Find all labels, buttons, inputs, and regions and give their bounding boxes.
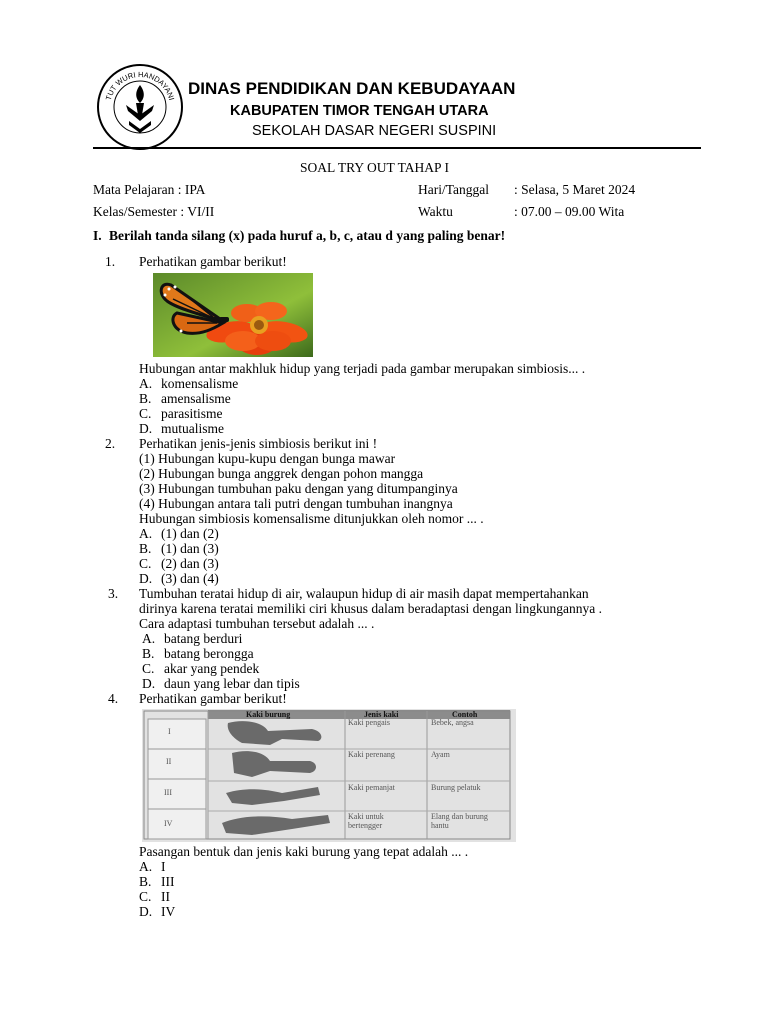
question-1-text: Hubungan antar makhluk hidup yang terjadi pada gambar merupakan simbiosis... . [139,361,586,376]
q4-option-a[interactable] [139,859,166,875]
option-letter: C. [139,556,152,571]
time-label: Waktu [418,204,453,219]
question-4-text: Pasangan bentuk dan jenis kaki burung yang tepat adalah ... . [139,844,469,859]
date-value: : Selasa, 5 Maret 2024 [514,182,636,197]
option-text: amensalisme [161,391,231,406]
class-label: Kelas/Semester : VI/II [93,204,215,219]
question-2-item: (1) Hubungan kupu-kupu dengan bunga mawar [139,451,396,466]
school-logo [96,63,184,151]
butterfly-flower-image [153,273,313,357]
table-header: Jenis kaki [364,710,399,719]
table-row-number: I [168,727,171,736]
option-text: (2) dan (3) [161,556,219,571]
table-row-number: IV [164,819,173,828]
option-letter: B. [139,874,152,889]
table-cell-contoh: Burung pelatuk [431,783,481,792]
table-cell-contoh: Bebek, angsa [431,718,474,727]
table-row-number: II [166,757,172,766]
question-2-number: 2. [105,436,116,451]
tut-wuri-logo-icon [96,63,184,151]
option-letter: A. [142,631,156,646]
option-letter: B. [142,646,155,661]
table-cell-jenis: Kaki pemanjat [348,783,395,792]
q4-option-b[interactable] [139,874,175,890]
section-instruction [93,228,505,244]
option-letter: D. [139,904,153,919]
section-number: I. [93,228,102,243]
question-2-item: (4) Hubungan antara tali putri dengan tumbuhan inangnya [139,496,453,511]
header-divider [93,147,701,149]
option-text: III [161,874,175,889]
q3-option-b[interactable] [142,646,254,662]
time-value: : 07.00 – 09.00 Wita [514,204,625,219]
table-row-number: III [164,788,172,797]
table-cell-contoh: Ayam [431,750,450,759]
q1-option-d[interactable] [139,421,224,437]
option-text: daun yang lebar dan tipis [164,676,300,691]
option-letter: A. [139,526,153,541]
q2-option-b[interactable] [139,541,219,557]
option-letter: C. [139,406,152,421]
option-letter: B. [139,391,152,406]
bird-feet-table [142,709,516,842]
table-cell-jenis: Kaki perenang [348,750,395,759]
q4-option-c[interactable] [139,889,170,905]
header-agency: DINAS PENDIDIKAN DAN KEBUDAYAAN [188,79,516,98]
question-1-number: 1. [105,254,116,269]
subject-label: Mata Pelajaran : IPA [93,182,206,197]
question-2-item: (3) Hubungan tumbuhan paku dengan yang ditumpanginya [139,481,458,496]
option-letter: D. [139,421,153,436]
option-text: (3) dan (4) [161,571,219,586]
question-3-line: Cara adaptasi tumbuhan tersebut adalah ... . [139,616,375,631]
question-2-prompt: Perhatikan jenis-jenis simbiosis berikut ini ! [139,436,378,451]
question-2-item: (2) Hubungan bunga anggrek dengan pohon mangga [139,466,424,481]
question-3-number: 3. [108,586,119,601]
option-letter: A. [139,859,153,874]
option-text: mutualisme [161,421,224,436]
logo-text: TUT WURI HANDAYANI [103,69,177,102]
date-label: Hari/Tanggal [418,182,490,197]
q2-option-d[interactable] [139,571,219,587]
option-letter: D. [142,676,156,691]
q3-option-d[interactable] [142,676,300,692]
q2-option-a[interactable] [139,526,219,542]
question-4-prompt: Perhatikan gambar berikut! [139,691,287,706]
exam-title: SOAL TRY OUT TAHAP I [300,160,449,175]
option-letter: C. [142,661,155,676]
q4-option-d[interactable] [139,904,175,920]
option-letter: A. [139,376,153,391]
option-text: IV [161,904,176,919]
table-cell-jenis: Kaki untuk bertengger [348,812,384,830]
option-text: komensalisme [161,376,239,391]
table-header: Kaki burung [246,710,291,719]
header-school: SEKOLAH DASAR NEGERI SUSPINI [252,123,497,139]
q1-option-b[interactable] [139,391,231,407]
q3-option-a[interactable] [142,631,242,647]
option-letter: B. [139,541,152,556]
q1-option-a[interactable] [139,376,238,392]
q2-option-c[interactable] [139,556,219,572]
question-1-prompt: Perhatikan gambar berikut! [139,254,287,269]
table-header: Contoh [452,710,478,719]
question-3-line: Tumbuhan teratai hidup di air, walaupun hidup di air masih dapat mempertahankan [139,586,589,601]
option-letter: D. [139,571,153,586]
question-3-line: dirinya karena teratai memiliki ciri khusus dalam beradaptasi dengan lingkungannya . [139,601,602,616]
question-2-text: Hubungan simbiosis komensalisme ditunjukkan oleh nomor ... . [139,511,484,526]
option-text: parasitisme [161,406,223,421]
table-cell-contoh: Elang dan burung hantu [431,812,488,830]
option-text: (1) dan (3) [161,541,219,556]
option-text: batang berongga [164,646,254,661]
question-4-number: 4. [108,691,119,706]
option-text: batang berduri [164,631,243,646]
option-text: I [161,859,166,874]
q3-option-c[interactable] [142,661,259,677]
q1-option-c[interactable] [139,406,222,422]
table-cell-jenis: Kaki pengais [348,718,390,727]
header-regency: KABUPATEN TIMOR TENGAH UTARA [230,103,489,119]
option-text: II [161,889,170,904]
option-text: (1) dan (2) [161,526,219,541]
option-letter: C. [139,889,152,904]
option-text: akar yang pendek [164,661,260,676]
section-text: Berilah tanda silang (x) pada huruf a, b, c, atau d yang paling benar! [109,228,506,243]
